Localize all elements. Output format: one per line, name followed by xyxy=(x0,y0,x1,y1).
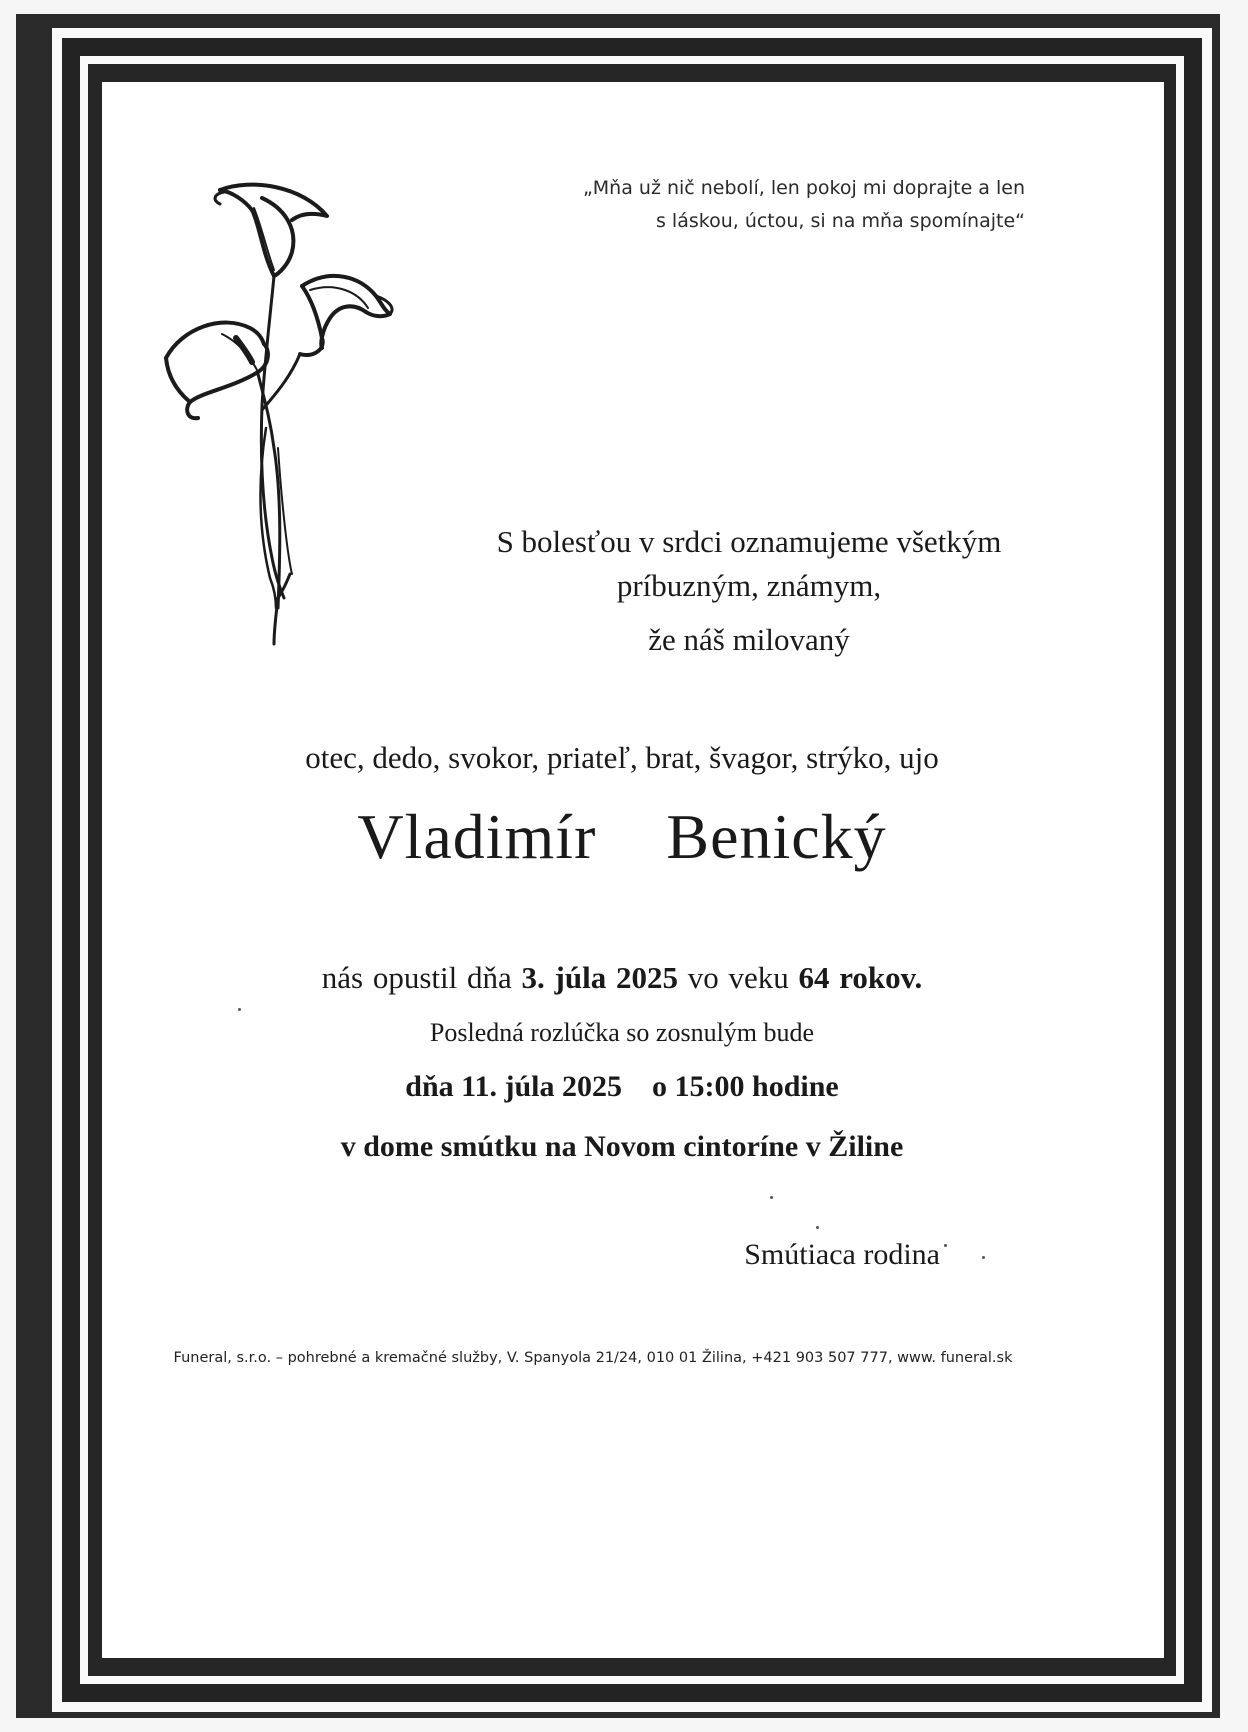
farewell-intro: Posledná rozlúčka so zosnulým bude xyxy=(429,1018,815,1047)
death-date: 3. júla 2025 xyxy=(521,960,678,995)
announcement-line-3: že náš milovaný xyxy=(648,622,850,657)
funeral-datetime xyxy=(252,1070,992,1104)
scan-speck xyxy=(238,1008,241,1011)
funeral-date: dňa 11. júla 2025 xyxy=(405,1070,623,1103)
motto-line-1: „Mňa už nič nebolí, len pokoj mi doprajte a len xyxy=(582,177,1025,199)
scan-speck xyxy=(816,1226,819,1229)
scan-speck xyxy=(944,1244,947,1247)
funeral-place: v dome smútku na Novom cintoríne v Žiline xyxy=(340,1130,904,1163)
death-age: 64 rokov. xyxy=(798,960,923,995)
scan-speck xyxy=(982,1256,985,1259)
death-prefix: nás opustil dňa xyxy=(321,960,512,995)
motto-line-2: s láskou, úctou, si na mňa spomínajte“ xyxy=(655,210,1025,232)
relations-line: otec, dedo, svokor, priateľ, brat, švagor, strýko, ujo xyxy=(305,740,939,775)
announcement-line-2: príbuzným, známym, xyxy=(616,568,882,603)
deceased-name: Vladimír Benický xyxy=(357,801,887,872)
calla-lily-icon xyxy=(162,178,452,678)
signature: Smútiaca rodina xyxy=(744,1238,940,1271)
motto-quote xyxy=(500,172,1025,238)
funeral-time: o 15:00 hodine xyxy=(652,1070,839,1103)
death-mid: vo veku xyxy=(687,960,789,995)
death-line xyxy=(252,960,992,996)
announcement-line-1: S bolesťou v srdci oznamujeme všetkým xyxy=(496,524,1002,559)
footer-contact: Funeral, s.r.o. – pohrebné a kremačné služby, V. Spanyola 21/24, 010 01 Žilina, +421 903 507 777, www. funeral.sk xyxy=(173,1350,1013,1366)
scan-speck xyxy=(770,1196,773,1199)
